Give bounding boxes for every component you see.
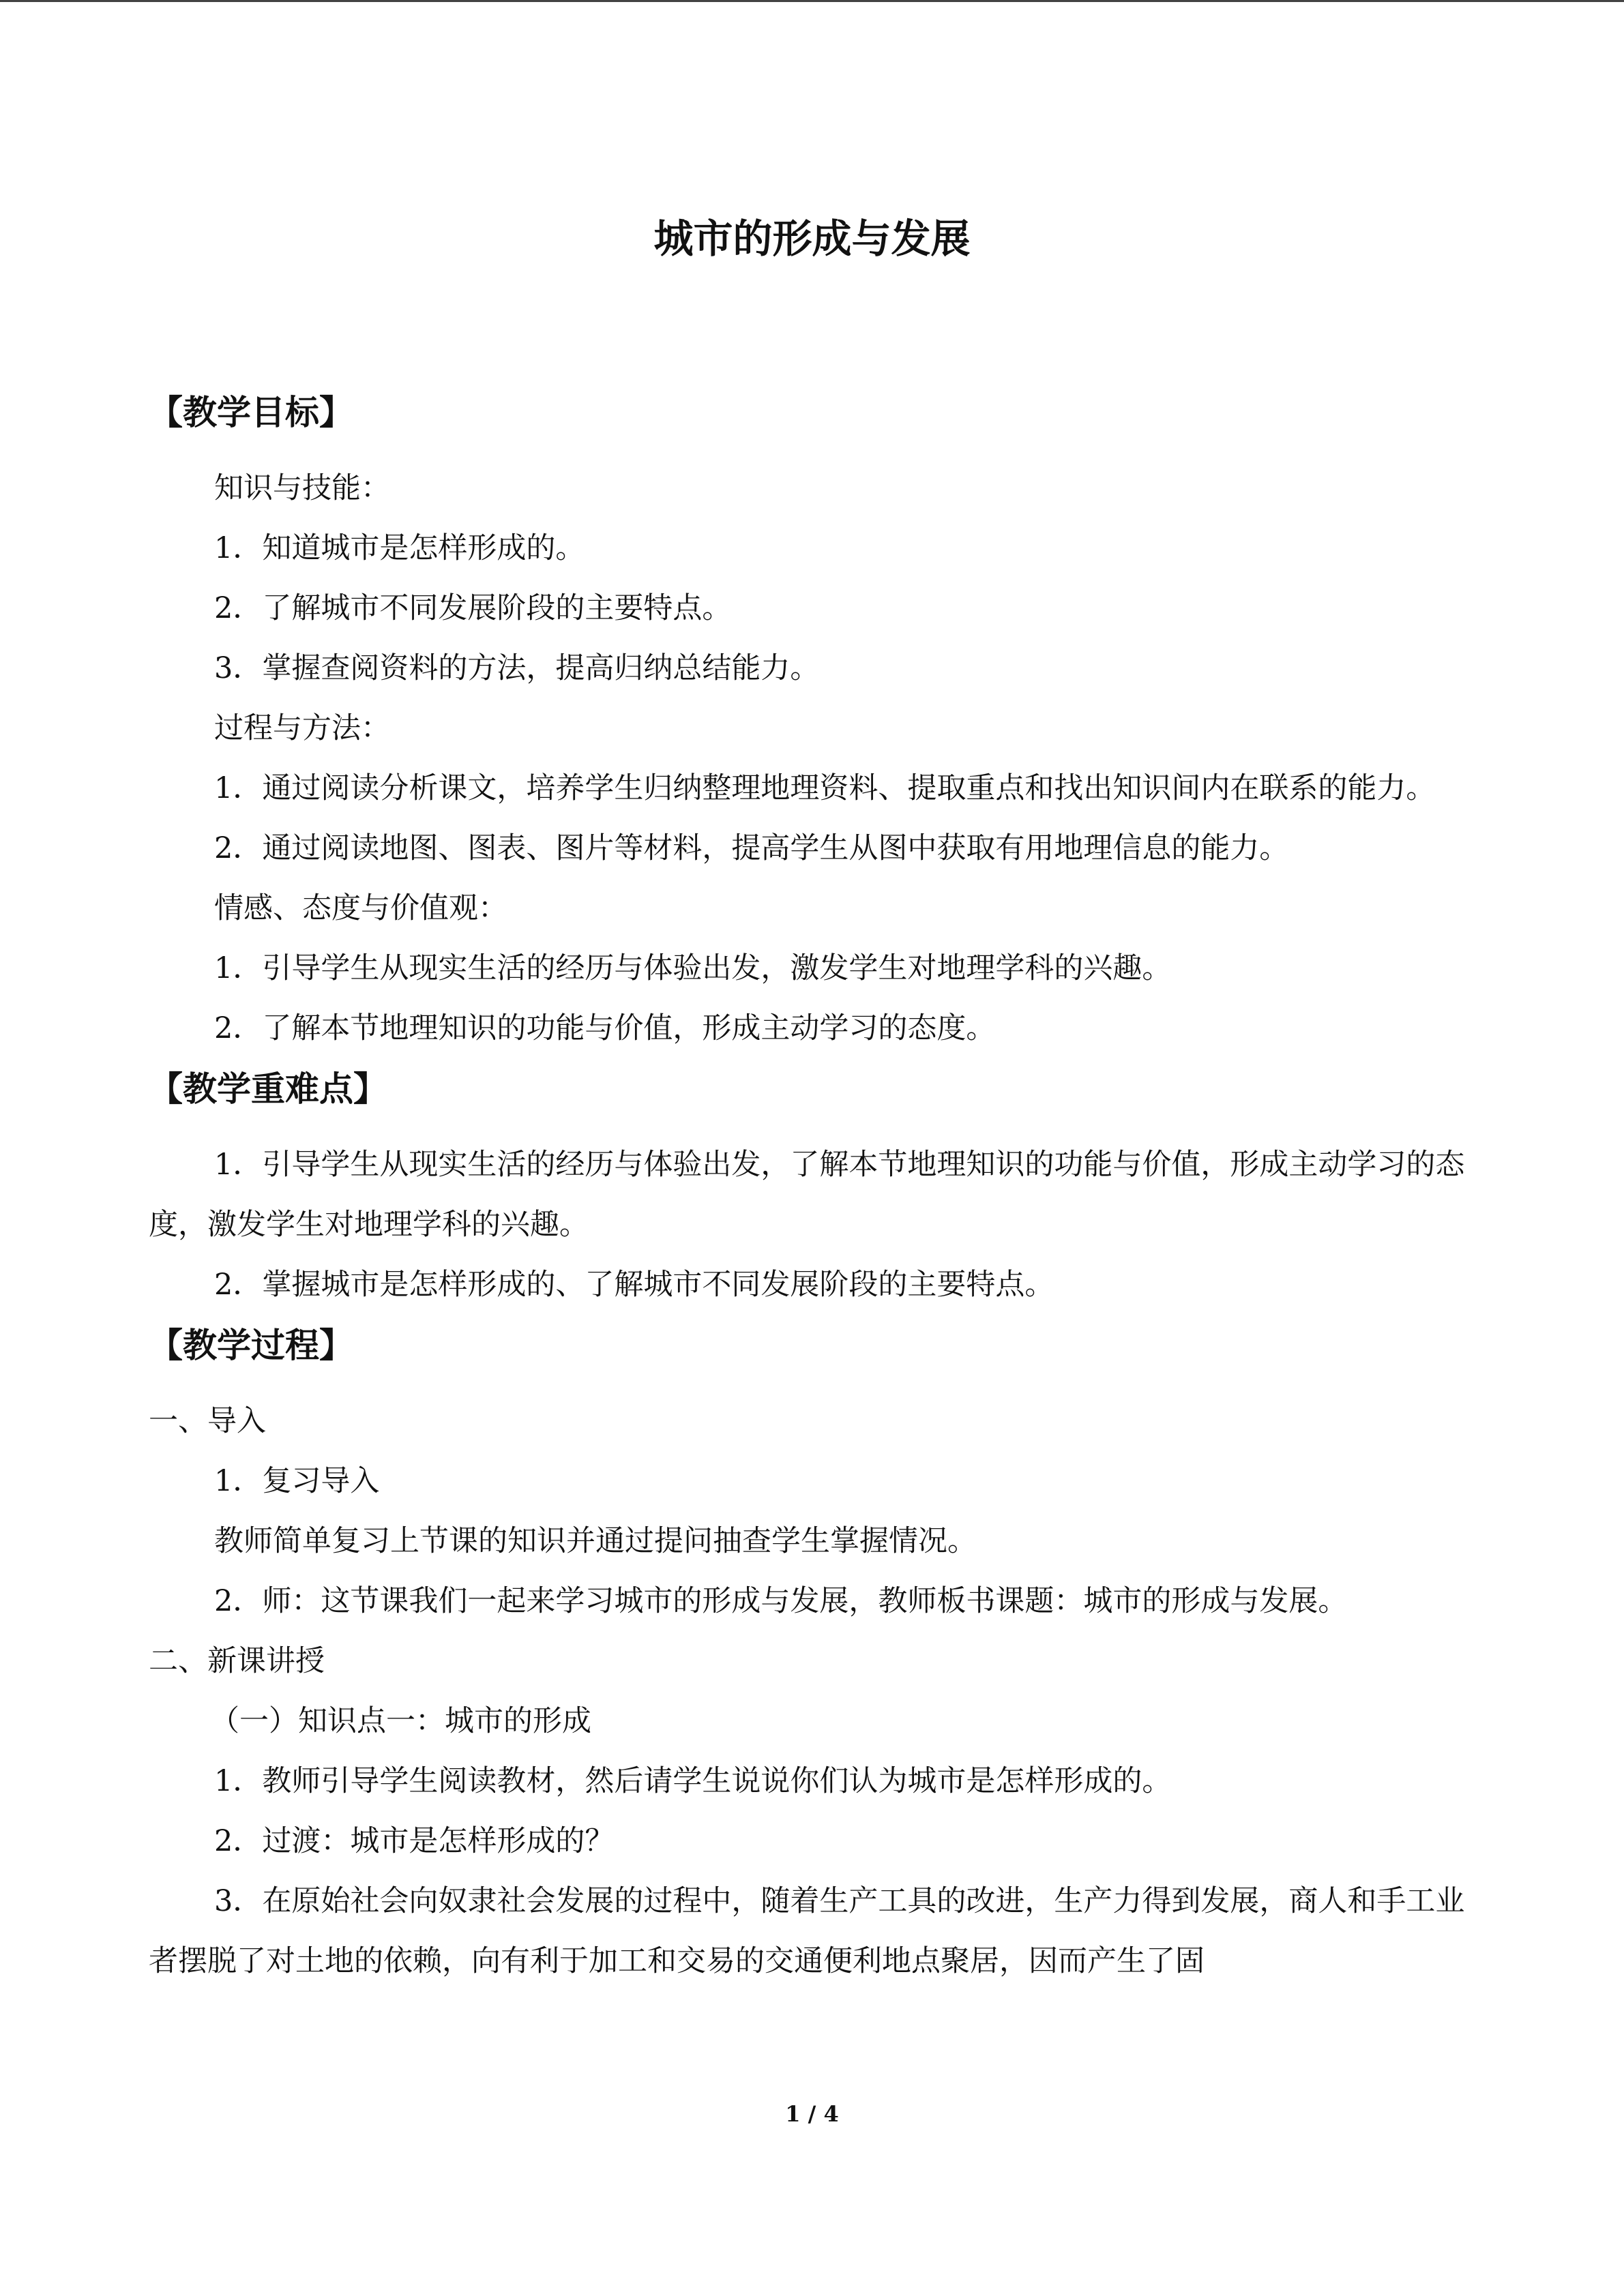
emotion-label: 情感、态度与价值观： xyxy=(214,891,507,925)
intro-step: 1．复习导入 xyxy=(214,1464,380,1498)
knowledge-point-item: 3．在原始社会向奴隶社会发展的过程中，随着生产工具的改进，生产力得到发展，商人和手工业者摆脱了对土地的依赖，向有利于加工和交易的交通便利地点聚居，因而产生了固 xyxy=(149,1884,1465,1978)
key-point-item: 2．掌握城市是怎样形成的、了解城市不同发展阶段的主要特点。 xyxy=(214,1268,1054,1302)
emotion-item: 2．了解本节地理知识的功能与价值，形成主动学习的态度。 xyxy=(214,1011,996,1045)
document-body xyxy=(149,382,1475,1991)
knowledge-point-item: 2．过渡：城市是怎样形成的？ xyxy=(214,1824,615,1858)
knowledge-point-label: （一）知识点一：城市的形成 xyxy=(210,1704,591,1738)
process-method-item: 1．通过阅读分析课文，培养学生归纳整理地理资料、提取重点和找出知识间内在联系的能力。 xyxy=(214,771,1436,805)
intro-label: 一、导入 xyxy=(149,1404,266,1438)
process-method-label: 过程与方法： xyxy=(214,711,390,745)
intro-step-text: 教师简单复习上节课的知识并通过提问抽查学生掌握情况。 xyxy=(214,1524,977,1558)
new-lesson-label: 二、新课讲授 xyxy=(149,1644,325,1678)
emotion-item: 1．引导学生从现实生活的经历与体验出发，激发学生对地理学科的兴趣。 xyxy=(214,951,1172,985)
page-number: 1 / 4 xyxy=(785,2101,839,2127)
top-border-line xyxy=(0,0,1624,2)
knowledge-item: 3．掌握查阅资料的方法，提高归纳总结能力。 xyxy=(214,651,820,685)
document-title: 城市的形成与发展 xyxy=(653,215,971,262)
process-method-item: 2．通过阅读地图、图表、图片等材料，提高学生从图中获取有用地理信息的能力。 xyxy=(214,831,1289,865)
section-heading-key-points: 【教学重难点】 xyxy=(149,1069,387,1109)
key-point-item: 1．引导学生从现实生活的经历与体验出发，了解本节地理知识的功能与价值，形成主动学习的态度，激发学生对地理学科的兴趣。 xyxy=(149,1148,1465,1242)
knowledge-label: 知识与技能： xyxy=(214,471,390,505)
knowledge-point-item: 1．教师引导学生阅读教材，然后请学生说说你们认为城市是怎样形成的。 xyxy=(214,1764,1172,1798)
section-heading-objectives: 【教学目标】 xyxy=(149,393,353,432)
knowledge-item: 2．了解城市不同发展阶段的主要特点。 xyxy=(214,591,732,625)
knowledge-item: 1．知道城市是怎样形成的。 xyxy=(214,531,585,565)
intro-step: 2．师：这节课我们一起来学习城市的形成与发展，教师板书课题：城市的形成与发展。 xyxy=(214,1584,1348,1618)
section-heading-process: 【教学过程】 xyxy=(149,1326,353,1365)
